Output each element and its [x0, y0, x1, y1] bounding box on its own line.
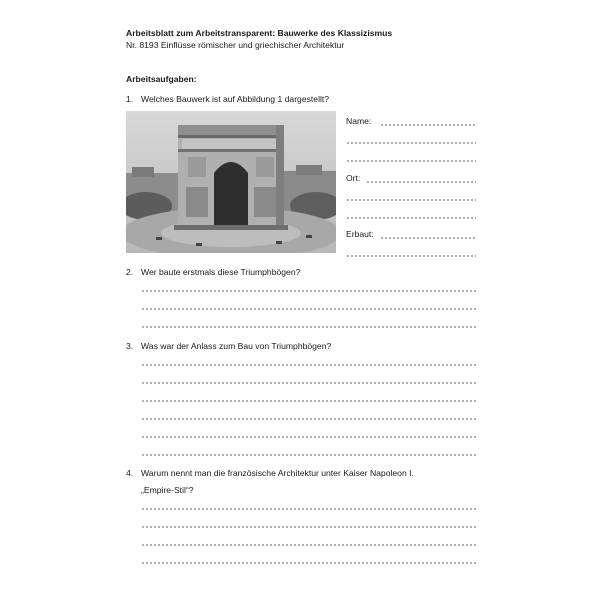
question-4-text: Warum nennt man die französische Architektur unter Kaiser Napoleon I. — [141, 468, 414, 478]
ort-answer-line[interactable] — [366, 181, 476, 183]
answer-line[interactable] — [141, 308, 477, 310]
question-2-number: 2. — [126, 267, 134, 277]
question-1-number: 1. — [126, 94, 134, 104]
answer-line[interactable] — [141, 382, 477, 384]
answer-line[interactable] — [141, 436, 477, 438]
ort-label: Ort: — [346, 173, 361, 183]
question-1-text: Welches Bauwerk ist auf Abbildung 1 dargestellt? — [141, 94, 330, 104]
tasks-heading: Arbeitsaufgaben: — [126, 74, 197, 84]
name-answer-line-2[interactable] — [346, 142, 476, 144]
answer-line[interactable] — [141, 364, 477, 366]
answer-line[interactable] — [141, 290, 477, 292]
answer-line[interactable] — [141, 400, 477, 402]
question-3-number: 3. — [126, 341, 134, 351]
erbaut-label: Erbaut: — [346, 229, 374, 239]
answer-line[interactable] — [141, 508, 477, 510]
answer-line[interactable] — [141, 418, 477, 420]
worksheet-title: Arbeitsblatt zum Arbeitstransparent: Bauwerke des Klassizismus — [126, 28, 393, 38]
answer-line[interactable] — [141, 526, 477, 528]
answer-line[interactable] — [141, 454, 477, 456]
name-answer-line-3[interactable] — [346, 160, 476, 162]
worksheet-subtitle: Nr. 8193 Einflüsse römischer und griechischer Architektur — [126, 40, 345, 50]
answer-line[interactable] — [141, 562, 477, 564]
arc-de-triomphe-photo — [126, 111, 336, 253]
question-4-number: 4. — [126, 468, 134, 478]
name-answer-line[interactable] — [380, 124, 476, 126]
answer-line[interactable] — [141, 326, 477, 328]
answer-line[interactable] — [141, 544, 477, 546]
ort-answer-line-2[interactable] — [346, 199, 476, 201]
name-label: Name: — [346, 116, 372, 126]
question-2-text: Wer baute erstmals diese Triumphbögen? — [141, 267, 301, 277]
question-4-text-line-2: „Empire-Stil“? — [141, 485, 194, 495]
question-3-text: Was war der Anlass zum Bau von Triumphbögen? — [141, 341, 332, 351]
erbaut-answer-line-2[interactable] — [346, 255, 476, 257]
ort-answer-line-3[interactable] — [346, 217, 476, 219]
erbaut-answer-line[interactable] — [380, 237, 476, 239]
